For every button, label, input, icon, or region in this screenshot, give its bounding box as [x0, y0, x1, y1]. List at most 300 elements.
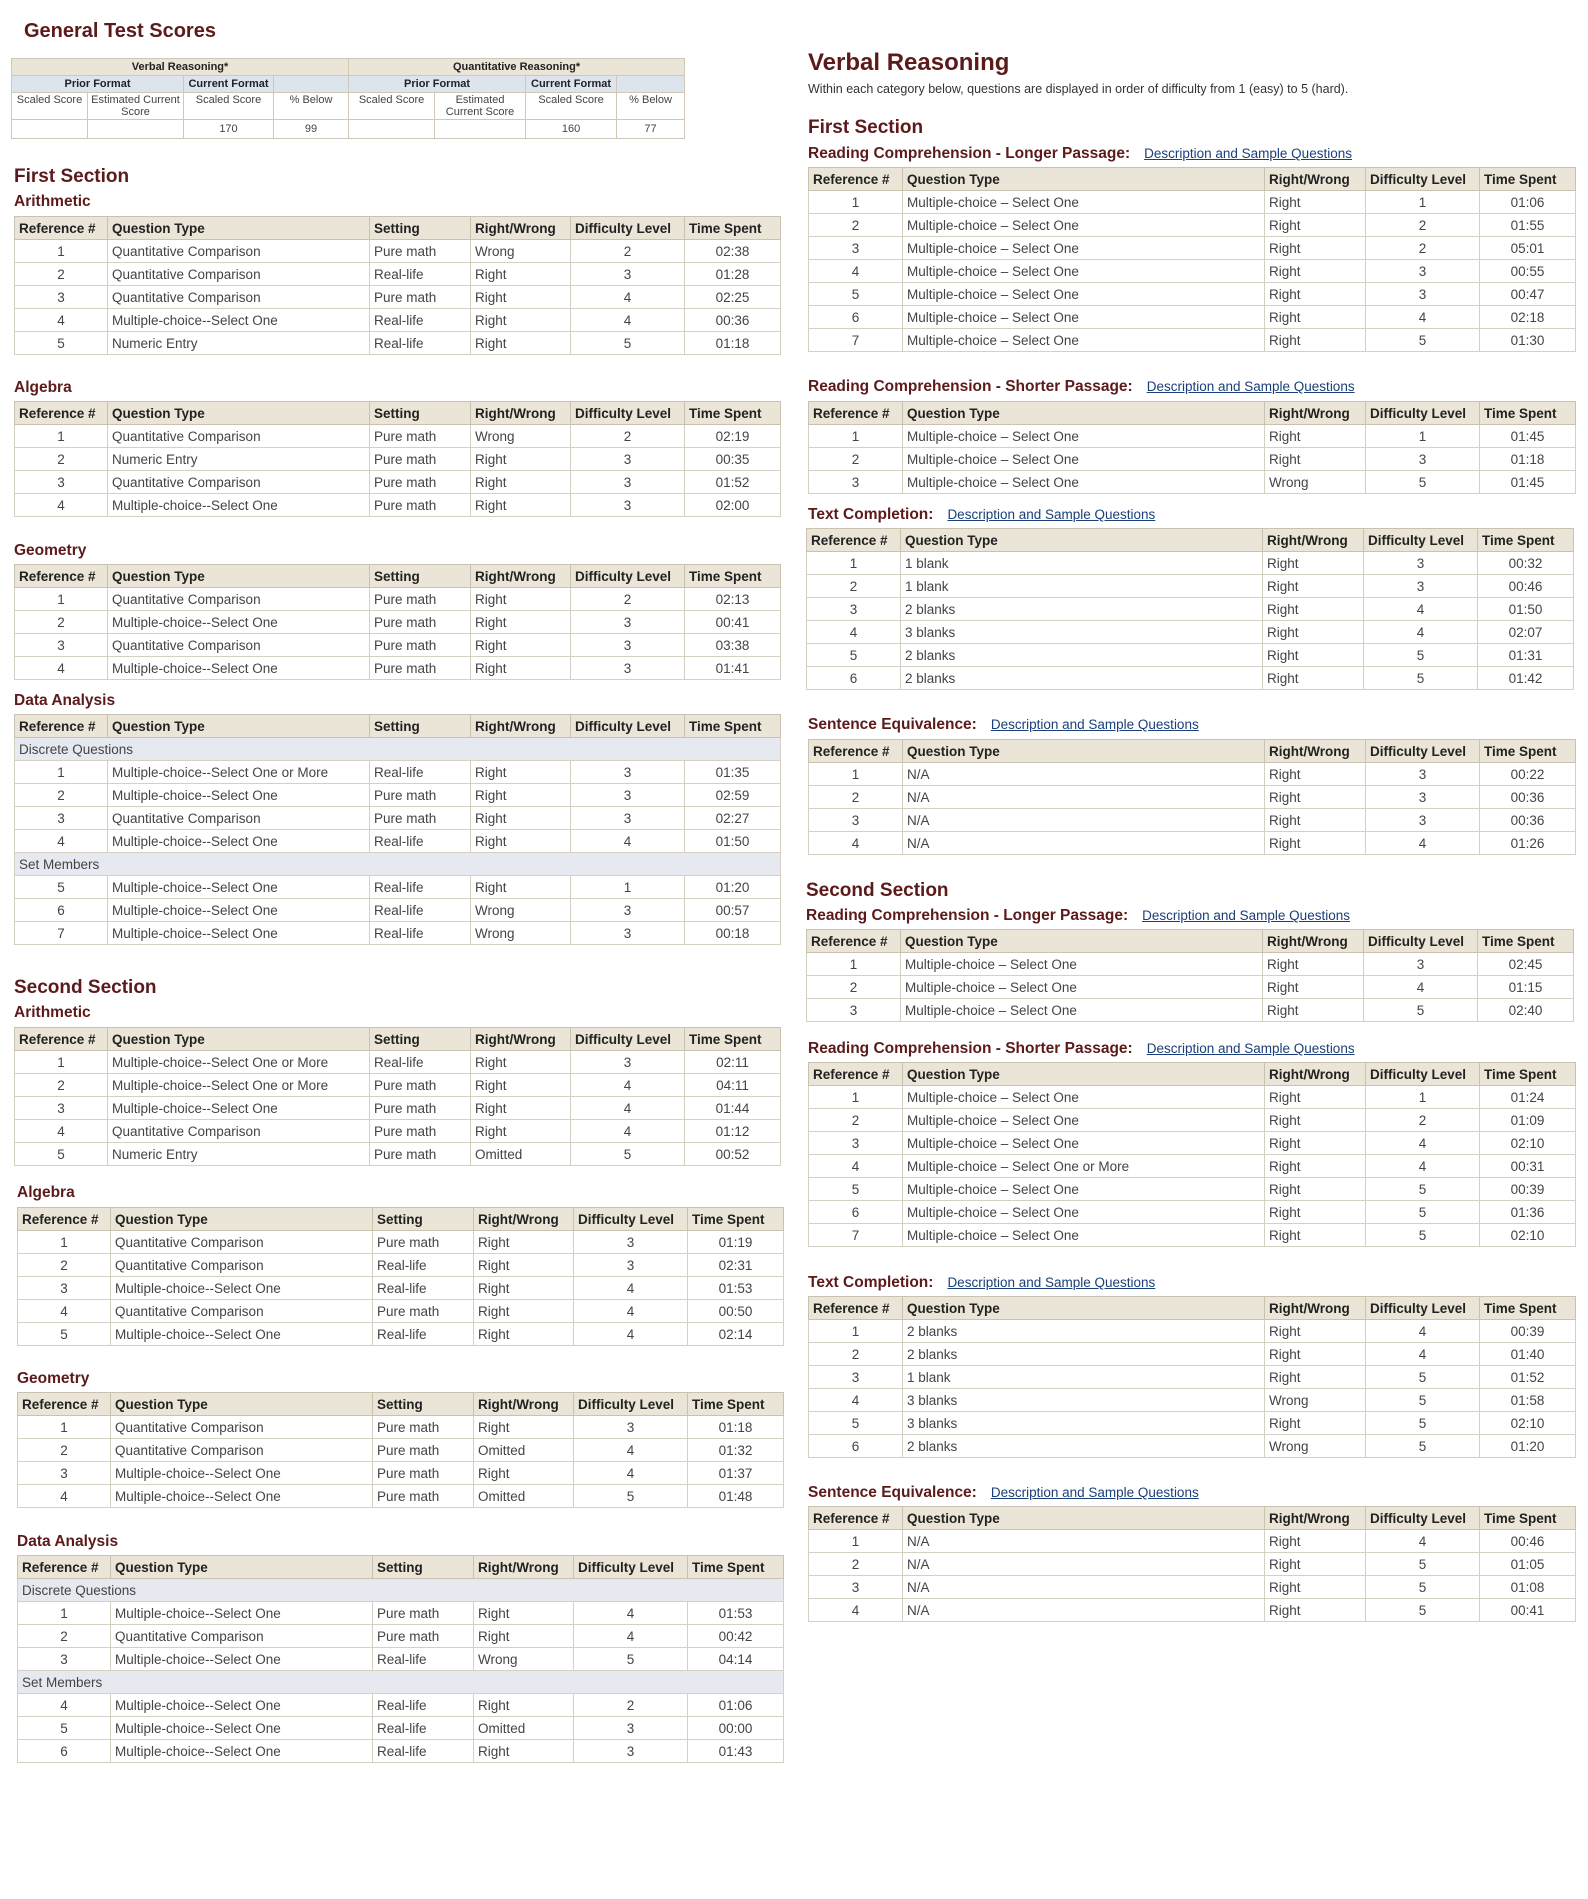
table-row [807, 644, 1574, 667]
table-row [809, 425, 1576, 448]
difficulty-cell: 5 [1366, 1412, 1480, 1435]
setting-cell: Pure math [370, 448, 471, 471]
column-header: Right/Wrong [471, 402, 571, 425]
difficulty-cell: 3 [571, 263, 685, 286]
category-label: Geometry [14, 542, 87, 559]
group-label: Set Members [18, 1671, 784, 1694]
difficulty-cell: 3 [571, 471, 685, 494]
column-header: Question Type [108, 565, 370, 588]
column-header: Difficulty Level [571, 1028, 685, 1051]
result-cell: Right [474, 1694, 574, 1717]
difficulty-cell: 3 [574, 1231, 688, 1254]
table-row [15, 922, 781, 945]
reference-cell: 5 [18, 1717, 111, 1740]
time-spent-cell: 01:30 [1480, 329, 1576, 352]
table-row [809, 1201, 1576, 1224]
description-link[interactable]: Description and Sample Questions [947, 507, 1156, 522]
time-spent-cell: 02:25 [685, 286, 781, 309]
difficulty-cell: 3 [571, 807, 685, 830]
reference-cell: 2 [15, 784, 108, 807]
reference-cell: 1 [18, 1231, 111, 1254]
verbal-current-format: Current Format [184, 76, 274, 93]
verbal-table [808, 1062, 1575, 1247]
page-title: General Test Scores [24, 20, 216, 42]
result-cell: Right [1263, 621, 1364, 644]
difficulty-cell: 3 [1364, 575, 1478, 598]
time-spent-cell: 02:10 [1480, 1132, 1576, 1155]
setting-cell: Real-life [373, 1323, 474, 1346]
column-header: Reference # [807, 529, 901, 552]
reference-cell: 1 [809, 763, 903, 786]
result-cell: Right [471, 1120, 571, 1143]
group-label: Discrete Questions [18, 1579, 784, 1602]
result-cell: Right [1265, 1576, 1366, 1599]
reference-cell: 2 [809, 1553, 903, 1576]
column-header: Reference # [18, 1393, 111, 1416]
reference-cell: 1 [18, 1602, 111, 1625]
table-row [18, 1602, 784, 1625]
table-row [15, 1097, 781, 1120]
setting-cell: Pure math [370, 286, 471, 309]
difficulty-cell: 5 [1366, 1366, 1480, 1389]
time-spent-cell: 00:18 [685, 922, 781, 945]
header-row [15, 565, 781, 588]
result-cell: Right [1263, 953, 1364, 976]
category-label: Arithmetic [14, 193, 91, 210]
result-cell: Wrong [471, 425, 571, 448]
question-type-cell: Multiple-choice--Select One [111, 1740, 373, 1763]
question-type-cell: Multiple-choice – Select One [903, 425, 1265, 448]
result-cell: Right [471, 784, 571, 807]
category-label: Reading Comprehension - Longer Passage: Description and Sample Questions [806, 907, 1350, 924]
description-link[interactable]: Description and Sample Questions [947, 1275, 1156, 1290]
result-cell: Right [1265, 191, 1366, 214]
time-spent-cell: 00:36 [1480, 786, 1576, 809]
table-row [809, 1224, 1576, 1247]
description-link[interactable]: Description and Sample Questions [1144, 146, 1352, 161]
time-spent-cell: 00:57 [685, 899, 781, 922]
setting-cell: Real-life [370, 309, 471, 332]
header-row [809, 1063, 1576, 1086]
table-row [807, 575, 1574, 598]
question-type-cell: Quantitative Comparison [111, 1231, 373, 1254]
question-type-cell: Multiple-choice – Select One [903, 471, 1265, 494]
quant-section-title: First Section [14, 166, 130, 187]
quant-section-title: Second Section [14, 977, 157, 998]
column-header: Reference # [807, 930, 901, 953]
question-type-cell: Numeric Entry [108, 1143, 370, 1166]
setting-cell: Pure math [373, 1439, 474, 1462]
setting-cell: Pure math [373, 1462, 474, 1485]
header-row [15, 1028, 781, 1051]
difficulty-cell: 5 [1366, 1599, 1480, 1622]
question-type-cell: Multiple-choice – Select One [901, 953, 1263, 976]
table-row [18, 1416, 784, 1439]
reference-cell: 2 [18, 1254, 111, 1277]
question-type-cell: Multiple-choice--Select One [108, 922, 370, 945]
result-cell: Omitted [474, 1717, 574, 1740]
result-cell: Right [471, 830, 571, 853]
result-cell: Right [471, 309, 571, 332]
result-cell: Wrong [1265, 1435, 1366, 1458]
column-header: Right/Wrong [1265, 740, 1366, 763]
setting-cell: Pure math [373, 1485, 474, 1508]
description-link[interactable]: Description and Sample Questions [1142, 908, 1350, 923]
reference-cell: 3 [809, 1132, 903, 1155]
time-spent-cell: 02:18 [1480, 306, 1576, 329]
column-header: Time Spent [685, 715, 781, 738]
column-header: Difficulty Level [574, 1393, 688, 1416]
difficulty-cell: 3 [571, 1051, 685, 1074]
result-cell: Right [1265, 1412, 1366, 1435]
column-header: Right/Wrong [471, 715, 571, 738]
column-header: Time Spent [1478, 529, 1574, 552]
column-header: Question Type [903, 740, 1265, 763]
question-type-cell: Multiple-choice--Select One [111, 1277, 373, 1300]
question-type-cell: 2 blanks [903, 1320, 1265, 1343]
question-type-cell: 2 blanks [901, 644, 1263, 667]
column-header: Difficulty Level [1366, 1297, 1480, 1320]
time-spent-cell: 02:40 [1478, 999, 1574, 1022]
setting-cell: Real-life [370, 830, 471, 853]
difficulty-cell: 3 [1366, 260, 1480, 283]
table-row [809, 763, 1576, 786]
column-header: Right/Wrong [471, 217, 571, 240]
reference-cell: 6 [809, 1435, 903, 1458]
difficulty-cell: 4 [571, 1074, 685, 1097]
difficulty-cell: 3 [1366, 809, 1480, 832]
question-type-cell: Multiple-choice – Select One [903, 306, 1265, 329]
question-type-cell: Multiple-choice – Select One [903, 1086, 1265, 1109]
table-row [809, 214, 1576, 237]
difficulty-cell: 4 [1366, 1320, 1480, 1343]
header-row [15, 715, 781, 738]
group-label: Discrete Questions [15, 738, 781, 761]
column-header: Setting [370, 217, 471, 240]
question-type-cell: Multiple-choice--Select One [111, 1648, 373, 1671]
time-spent-cell: 01:53 [688, 1602, 784, 1625]
reference-cell: 6 [18, 1740, 111, 1763]
question-type-cell: Quantitative Comparison [111, 1625, 373, 1648]
column-header: Right/Wrong [1265, 168, 1366, 191]
difficulty-cell: 5 [574, 1485, 688, 1508]
result-cell: Right [1263, 598, 1364, 621]
setting-cell: Pure math [370, 784, 471, 807]
setting-cell: Pure math [373, 1602, 474, 1625]
setting-cell: Real-life [370, 1051, 471, 1074]
table-row [18, 1254, 784, 1277]
question-type-cell: Multiple-choice--Select One [108, 876, 370, 899]
table-row [809, 786, 1576, 809]
setting-cell: Pure math [370, 1097, 471, 1120]
category-label: Data Analysis [14, 692, 116, 709]
column-header: Right/Wrong [1263, 930, 1364, 953]
question-type-cell: N/A [903, 1553, 1265, 1576]
question-type-cell: Quantitative Comparison [108, 634, 370, 657]
quant-table [17, 1392, 783, 1508]
setting-cell: Pure math [370, 425, 471, 448]
reference-cell: 4 [809, 832, 903, 855]
result-cell: Right [1265, 214, 1366, 237]
result-cell: Right [474, 1323, 574, 1346]
question-type-cell: 2 blanks [903, 1435, 1265, 1458]
result-cell: Right [471, 332, 571, 355]
column-header: Setting [370, 402, 471, 425]
setting-cell: Pure math [370, 240, 471, 263]
column-header: Question Type [901, 930, 1263, 953]
result-cell: Right [471, 588, 571, 611]
table-row [809, 260, 1576, 283]
difficulty-cell: 3 [571, 634, 685, 657]
difficulty-cell: 2 [1366, 237, 1480, 260]
column-header: Right/Wrong [474, 1208, 574, 1231]
difficulty-cell: 3 [571, 899, 685, 922]
question-type-cell: Multiple-choice--Select One [108, 309, 370, 332]
category-label: Algebra [17, 1184, 75, 1201]
result-cell: Right [1265, 1201, 1366, 1224]
time-spent-cell: 00:46 [1478, 575, 1574, 598]
quant-prior-format: Prior Format [349, 76, 526, 93]
difficulty-cell: 2 [1366, 214, 1480, 237]
column-header: Question Type [108, 402, 370, 425]
table-row [809, 1132, 1576, 1155]
setting-cell: Real-life [370, 263, 471, 286]
reference-cell: 3 [809, 1576, 903, 1599]
difficulty-cell: 3 [571, 922, 685, 945]
reference-cell: 1 [15, 240, 108, 263]
reference-cell: 2 [809, 1109, 903, 1132]
difficulty-cell: 1 [1366, 191, 1480, 214]
reference-cell: 3 [15, 471, 108, 494]
result-cell: Right [474, 1277, 574, 1300]
column-header: Setting [373, 1393, 474, 1416]
column-header: Difficulty Level [1364, 930, 1478, 953]
setting-cell: Real-life [373, 1254, 474, 1277]
header-row [807, 529, 1574, 552]
reference-cell: 2 [15, 611, 108, 634]
difficulty-cell: 5 [1366, 1553, 1480, 1576]
setting-cell: Pure math [370, 1143, 471, 1166]
header-row [18, 1393, 784, 1416]
column-header: Right/Wrong [471, 565, 571, 588]
difficulty-cell: 5 [1366, 329, 1480, 352]
question-type-cell: N/A [903, 832, 1265, 855]
column-header: Time Spent [1480, 1063, 1576, 1086]
difficulty-cell: 4 [1366, 1343, 1480, 1366]
description-link[interactable]: Description and Sample Questions [1146, 1041, 1355, 1056]
result-cell: Right [471, 1051, 571, 1074]
question-type-cell: 2 blanks [901, 667, 1263, 690]
reference-cell: 4 [15, 494, 108, 517]
question-type-cell: Multiple-choice – Select One [903, 191, 1265, 214]
column-header: Time Spent [1480, 740, 1576, 763]
question-type-cell: Quantitative Comparison [108, 807, 370, 830]
result-cell: Right [1263, 999, 1364, 1022]
difficulty-cell: 2 [571, 240, 685, 263]
result-cell: Right [1265, 1224, 1366, 1247]
reference-cell: 4 [15, 1120, 108, 1143]
category-label: Reading Comprehension - Shorter Passage: Description and Sample Questions [808, 378, 1355, 395]
description-link[interactable]: Description and Sample Questions [990, 717, 1199, 732]
difficulty-cell: 4 [1366, 306, 1480, 329]
column-header: Difficulty Level [571, 565, 685, 588]
time-spent-cell: 05:01 [1480, 237, 1576, 260]
question-type-cell: 1 blank [901, 552, 1263, 575]
result-cell: Right [1265, 306, 1366, 329]
description-link[interactable]: Description and Sample Questions [1146, 379, 1355, 394]
result-cell: Wrong [471, 922, 571, 945]
column-header: Question Type [903, 402, 1265, 425]
question-type-cell: N/A [903, 786, 1265, 809]
time-spent-cell: 01:36 [1480, 1201, 1576, 1224]
table-row [15, 634, 781, 657]
question-type-cell: Numeric Entry [108, 332, 370, 355]
difficulty-cell: 1 [1366, 1086, 1480, 1109]
difficulty-cell: 5 [571, 1143, 685, 1166]
time-spent-cell: 03:38 [685, 634, 781, 657]
time-spent-cell: 02:10 [1480, 1412, 1576, 1435]
quant-scaled-score: 160 [526, 120, 617, 139]
setting-cell: Real-life [370, 876, 471, 899]
setting-cell: Pure math [370, 471, 471, 494]
quant-below-label: % Below [617, 93, 685, 120]
setting-cell: Pure math [370, 588, 471, 611]
table-row [15, 448, 781, 471]
category-label: Arithmetic [14, 1004, 91, 1021]
column-header: Time Spent [685, 1028, 781, 1051]
time-spent-cell: 00:47 [1480, 283, 1576, 306]
time-spent-cell: 04:14 [688, 1648, 784, 1671]
difficulty-cell: 3 [1364, 552, 1478, 575]
setting-cell: Real-life [373, 1740, 474, 1763]
time-spent-cell: 00:55 [1480, 260, 1576, 283]
table-row [15, 784, 781, 807]
time-spent-cell: 01:15 [1478, 976, 1574, 999]
question-type-cell: Multiple-choice – Select One [901, 999, 1263, 1022]
quant-score-header: Quantitative Reasoning* [349, 59, 685, 76]
time-spent-cell: 00:41 [685, 611, 781, 634]
header-row [809, 1297, 1576, 1320]
question-type-cell: Multiple-choice – Select One [903, 1201, 1265, 1224]
column-header: Reference # [18, 1556, 111, 1579]
time-spent-cell: 01:35 [685, 761, 781, 784]
time-spent-cell: 01:45 [1480, 425, 1576, 448]
difficulty-cell: 3 [1366, 786, 1480, 809]
reference-cell: 3 [15, 286, 108, 309]
question-type-cell: Numeric Entry [108, 448, 370, 471]
result-cell: Right [1263, 552, 1364, 575]
verbal-table [808, 167, 1575, 352]
question-type-cell: N/A [903, 809, 1265, 832]
category-label: Geometry [17, 1370, 90, 1387]
time-spent-cell: 01:50 [685, 830, 781, 853]
column-header: Question Type [903, 168, 1265, 191]
reference-cell: 7 [809, 1224, 903, 1247]
table-row [18, 1740, 784, 1763]
header-row [15, 217, 781, 240]
difficulty-cell: 4 [1364, 621, 1478, 644]
table-row [15, 332, 781, 355]
verbal-estimated-label: Estimated Current Score [88, 93, 184, 120]
reference-cell: 1 [809, 425, 903, 448]
question-type-cell: 1 blank [903, 1366, 1265, 1389]
time-spent-cell: 01:50 [1478, 598, 1574, 621]
result-cell: Right [471, 494, 571, 517]
reference-cell: 5 [15, 1143, 108, 1166]
column-header: Reference # [809, 1063, 903, 1086]
difficulty-cell: 3 [574, 1254, 688, 1277]
reference-cell: 4 [807, 621, 901, 644]
result-cell: Right [1265, 809, 1366, 832]
question-type-cell: Multiple-choice--Select One [111, 1694, 373, 1717]
column-header: Right/Wrong [1263, 529, 1364, 552]
question-type-cell: Multiple-choice – Select One [903, 329, 1265, 352]
verbal-score-header: Verbal Reasoning* [12, 59, 349, 76]
table-row [15, 309, 781, 332]
result-cell: Omitted [474, 1439, 574, 1462]
difficulty-cell: 4 [571, 830, 685, 853]
column-header: Setting [373, 1556, 474, 1579]
time-spent-cell: 01:28 [685, 263, 781, 286]
table-row [809, 1389, 1576, 1412]
question-type-cell: 2 blanks [903, 1343, 1265, 1366]
table-row [15, 761, 781, 784]
reference-cell: 5 [15, 876, 108, 899]
result-cell: Right [474, 1602, 574, 1625]
result-cell: Right [471, 634, 571, 657]
reference-cell: 2 [15, 448, 108, 471]
reference-cell: 2 [15, 263, 108, 286]
category-label: Text Completion: Description and Sample Questions [808, 1274, 1156, 1291]
column-header: Time Spent [685, 565, 781, 588]
time-spent-cell: 00:22 [1480, 763, 1576, 786]
quant-table [14, 564, 780, 680]
column-header: Question Type [903, 1507, 1265, 1530]
quant-current-scaled-label: Scaled Score [526, 93, 617, 120]
question-type-cell: Quantitative Comparison [108, 471, 370, 494]
time-spent-cell: 01:37 [688, 1462, 784, 1485]
table-row [807, 598, 1574, 621]
difficulty-cell: 4 [571, 286, 685, 309]
header-row [807, 930, 1574, 953]
category-label: Text Completion: Description and Sample Questions [808, 506, 1156, 523]
difficulty-cell: 5 [1364, 644, 1478, 667]
column-header: Reference # [15, 402, 108, 425]
time-spent-cell: 02:45 [1478, 953, 1574, 976]
reference-cell: 1 [807, 953, 901, 976]
verbal-below-label: % Below [274, 93, 349, 120]
difficulty-cell: 3 [571, 611, 685, 634]
table-row [809, 809, 1576, 832]
group-label: Set Members [15, 853, 781, 876]
time-spent-cell: 01:18 [685, 332, 781, 355]
setting-cell: Pure math [370, 634, 471, 657]
result-cell: Right [1265, 260, 1366, 283]
header-row [809, 402, 1576, 425]
table-row [15, 1120, 781, 1143]
table-row [18, 1694, 784, 1717]
result-cell: Omitted [471, 1143, 571, 1166]
setting-cell: Real-life [373, 1717, 474, 1740]
quant-table [14, 1027, 780, 1166]
description-link[interactable]: Description and Sample Questions [990, 1485, 1199, 1500]
column-header: Question Type [111, 1556, 373, 1579]
column-header: Time Spent [685, 217, 781, 240]
verbal-section-title: Second Section [806, 880, 949, 901]
table-row [809, 448, 1576, 471]
difficulty-cell: 5 [1366, 1178, 1480, 1201]
reference-cell: 3 [18, 1277, 111, 1300]
